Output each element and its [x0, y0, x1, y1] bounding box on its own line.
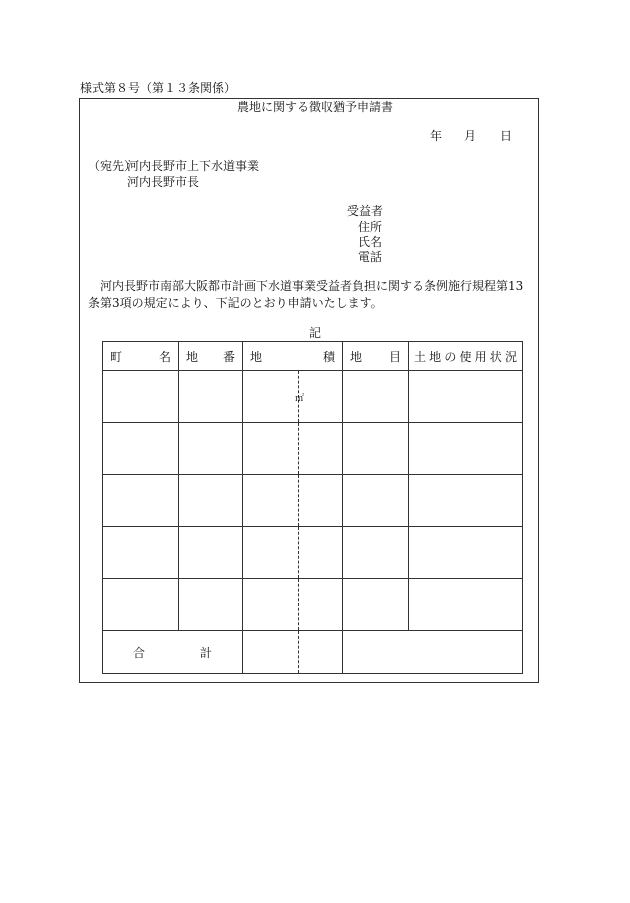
recipient-line-1: 河内長野市上下水道事業	[127, 159, 260, 173]
total-area-cell[interactable]	[243, 631, 343, 674]
lot-cell[interactable]	[179, 423, 243, 475]
usage-cell[interactable]	[409, 423, 523, 475]
form-label: 様式第８号（第１３条関係）	[80, 81, 237, 95]
table-row	[103, 475, 523, 527]
header-land-category: 地 目	[343, 342, 409, 371]
town-cell[interactable]	[103, 579, 179, 631]
lot-cell[interactable]	[179, 527, 243, 579]
applicant-phone-label: 電話	[358, 250, 383, 264]
usage-cell[interactable]	[409, 371, 523, 423]
recipient-prefix: （宛先）	[88, 159, 137, 173]
header-area: 地 積	[243, 342, 343, 371]
area-cell[interactable]	[243, 475, 343, 527]
town-cell[interactable]	[103, 527, 179, 579]
square-meter-unit: ㎡	[295, 394, 305, 404]
area-cell[interactable]	[243, 371, 343, 423]
category-cell[interactable]	[343, 579, 409, 631]
table-row	[103, 371, 523, 423]
table-row	[103, 579, 523, 631]
category-cell[interactable]	[343, 475, 409, 527]
applicant-address-label: 住所	[358, 220, 383, 234]
town-cell[interactable]	[103, 423, 179, 475]
recipient-line-2: 河内長野市長	[127, 175, 200, 189]
applicant-name-label: 氏名	[358, 235, 383, 249]
area-cell[interactable]	[243, 423, 343, 475]
town-cell[interactable]	[103, 371, 179, 423]
table-header-row	[103, 342, 523, 371]
usage-cell[interactable]	[409, 527, 523, 579]
table-row	[103, 423, 523, 475]
usage-cell[interactable]	[409, 579, 523, 631]
total-label: 合 計	[103, 631, 243, 674]
category-cell[interactable]	[343, 371, 409, 423]
category-cell[interactable]	[343, 527, 409, 579]
document-title: 農地に関する徴収猶予申請書	[236, 100, 393, 114]
lot-cell[interactable]	[179, 371, 243, 423]
header-land-usage: 土 地 の 使 用 状 況	[409, 342, 523, 371]
total-blank-cell	[343, 631, 523, 674]
area-cell[interactable]	[243, 579, 343, 631]
date-year: 年	[430, 129, 443, 143]
area-cell[interactable]	[243, 527, 343, 579]
total-row	[103, 631, 523, 674]
town-cell[interactable]	[103, 475, 179, 527]
ki-label: 記	[308, 326, 321, 340]
applicant-heading: 受益者	[347, 204, 384, 218]
date-day: 日	[500, 129, 513, 143]
category-cell[interactable]	[343, 423, 409, 475]
land-table	[102, 341, 523, 674]
date-month: 月	[464, 129, 477, 143]
request-body-text: 河内長野市南部大阪都市計画下水道事業受益者負担に関する条例施行規程第13条第3項の規定により、下記のとおり申請いたします。	[88, 279, 524, 310]
header-lot-number: 地 番	[179, 342, 243, 371]
lot-cell[interactable]	[179, 579, 243, 631]
usage-cell[interactable]	[409, 475, 523, 527]
table-row	[103, 527, 523, 579]
lot-cell[interactable]	[179, 475, 243, 527]
header-town: 町 名	[103, 342, 179, 371]
